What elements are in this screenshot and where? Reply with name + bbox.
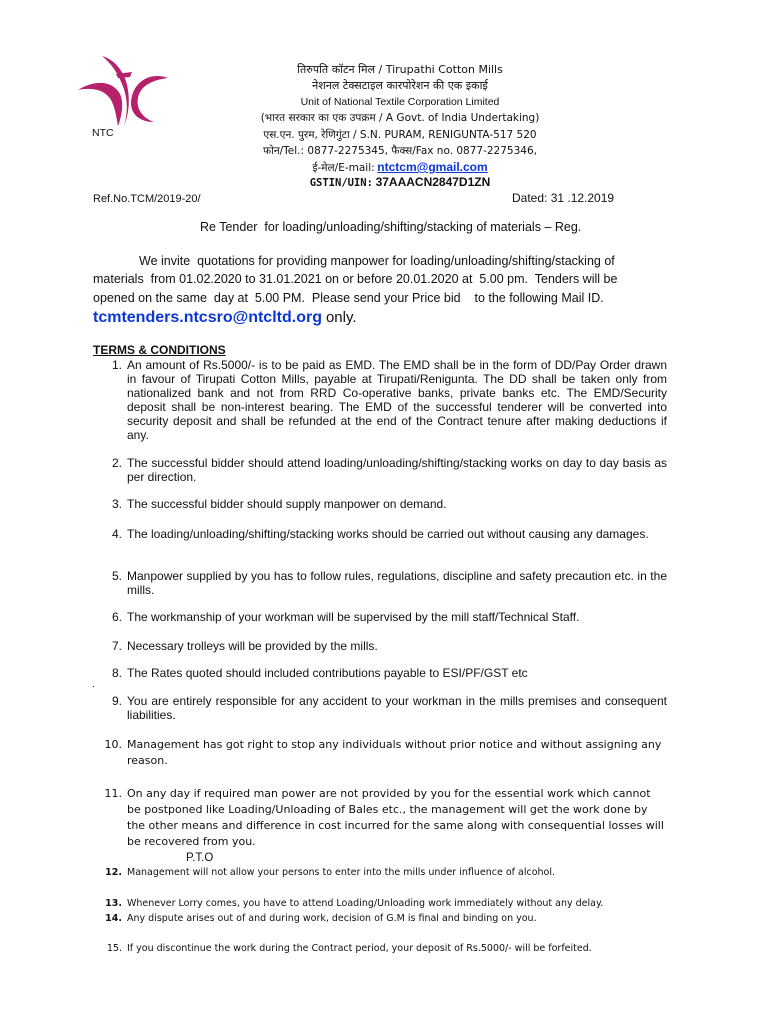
term-number: 1. [111,358,122,372]
term-text: Whenever Lorry comes, you have to attend Loading/Unloading work immediately without any delay. [127,898,604,909]
term-text: If you discontinue the work during the Contract period, your deposit of Rs.5000/- will be forfeited. [127,943,592,954]
term-number: 2. [111,456,122,470]
term-text: The workmanship of your workman will be supervised by the mill staff/Technical Staff. [127,610,580,624]
term-text: Any dispute arises out of and during work, decision of G.M is final and binding on you. [127,913,537,924]
header-email-line [200,160,600,175]
email-label: ई-मेल/E-mail: [312,162,375,174]
term-number: 8. [111,666,122,680]
gstin-label: GSTIN/UIN: [309,177,373,189]
header-line-unit: Unit of National Textile Corporation Limited [300,96,500,108]
reference-number: Ref.No.TCM/2019-20/ [93,193,201,205]
term-number: 9. [111,694,122,708]
header-line-phone: फोन/Tel.: 0877-2275345, फैक्स/Fax no. 0877-2275346, [263,145,537,157]
gstin-value: 37AAACN2847D1ZN [375,175,491,189]
header-line-hindi-name: तिरुपति कॉटन मिल / Tirupathi Cotton Mills [297,63,503,76]
header-gstin-line [200,175,600,189]
logo-caption: NTC [92,127,114,139]
terms-heading: TERMS & CONDITIONS [93,343,226,357]
term-number: 13. [105,898,122,909]
term-text: On any day if required man power are not provided by you for the essential work which cannot be postponed like Loading/Unloading of Bales etc., the management will get the work done by the other means and difference in cost incurred for the same along with consequential losses will be recovered from you. [127,787,664,848]
term-text: The successful bidder should attend loading/unloading/shifting/stacking works on day to day basis as per direction. [127,456,667,484]
term-number: 10. [104,738,122,751]
term-number: 4. [111,527,122,541]
intro-line-2: materials from 01.02.2020 to 31.01.2021 on or before 20.01.2020 at 5.00 pm. Tenders will be [93,272,618,286]
stray-mark: . [92,679,95,690]
term-text: Necessary trolleys will be provided by the mills. [127,639,378,653]
email-link[interactable]: ntctcm@gmail.com [377,160,488,174]
term-number: 11. [104,787,122,800]
intro-line-3: opened on the same day at 5.00 PM. Please send your Price bid to the following Mail ID. [93,291,604,305]
term-text: The loading/unloading/shifting/stacking works should be carried out without causing any damages. [127,527,649,541]
mail-suffix: only. [325,309,357,326]
term-text: Management will not allow your persons to enter into the mills under influence of alcohol. [127,867,556,878]
term-number: 3. [111,497,122,511]
tender-mail-link[interactable]: tcmtenders.ntcsro@ntcltd.org [93,309,322,326]
header-line-undertaking: (भारत सरकार का एक उपक्रम / A Govt. of India Undertaking) [260,112,540,124]
subject-line: Re Tender for loading/unloading/shifting/stacking of materials – Reg. [200,220,582,234]
header-line-hindi-unit: नेशनल टेक्सटाइल कारपोरेशन की एक इकाई [312,79,488,92]
pto-marker: P.T.O [186,852,214,864]
term-number: 5. [111,569,122,583]
term-text: You are entirely responsible for any accident to your workman in the mills premises and consequent liabilities. [127,694,667,722]
mail-id-line [93,309,357,327]
term-number: 7. [111,639,122,653]
term-number: 14. [105,913,122,924]
term-text: An amount of Rs.5000/- is to be paid as EMD. The EMD shall be in the form of DD/Pay Order drawn in favour of Tirupati Cotton Mills, payable at Tirupati/Renigunta. The DD shall be taken only from nationalized bank and not from RRD Co-operative banks, private banks etc. The EMD/Security deposit shall be non-interest bearing. The EMD of the successful tenderer will be converted into security deposit and shall be refunded at the end of the Contract tenure after making deductions if any. [127,358,667,442]
term-text: The Rates quoted should included contributions payable to ESI/PF/GST etc [127,666,528,680]
term-number: 15. [106,943,122,954]
header-line-address: एस.एन. पुरम, रेणिगुंटा / S.N. PURAM, RENIGUNTA-517 520 [263,129,537,141]
term-number: 12. [105,867,122,878]
letter-date: Dated: 31 .12.2019 [512,191,615,205]
term-text: Manpower supplied by you has to follow rules, regulations, discipline and safety precaution etc. in the mills. [127,569,667,597]
intro-line-1: We invite quotations for providing manpower for loading/unloading/shifting/stacking of [139,254,615,268]
term-text: Management has got right to stop any individuals without prior notice and without assigning any reason. [127,738,662,767]
term-number: 6. [111,610,122,624]
ntc-logo [72,50,172,128]
term-text: The successful bidder should supply manpower on demand. [127,497,447,511]
